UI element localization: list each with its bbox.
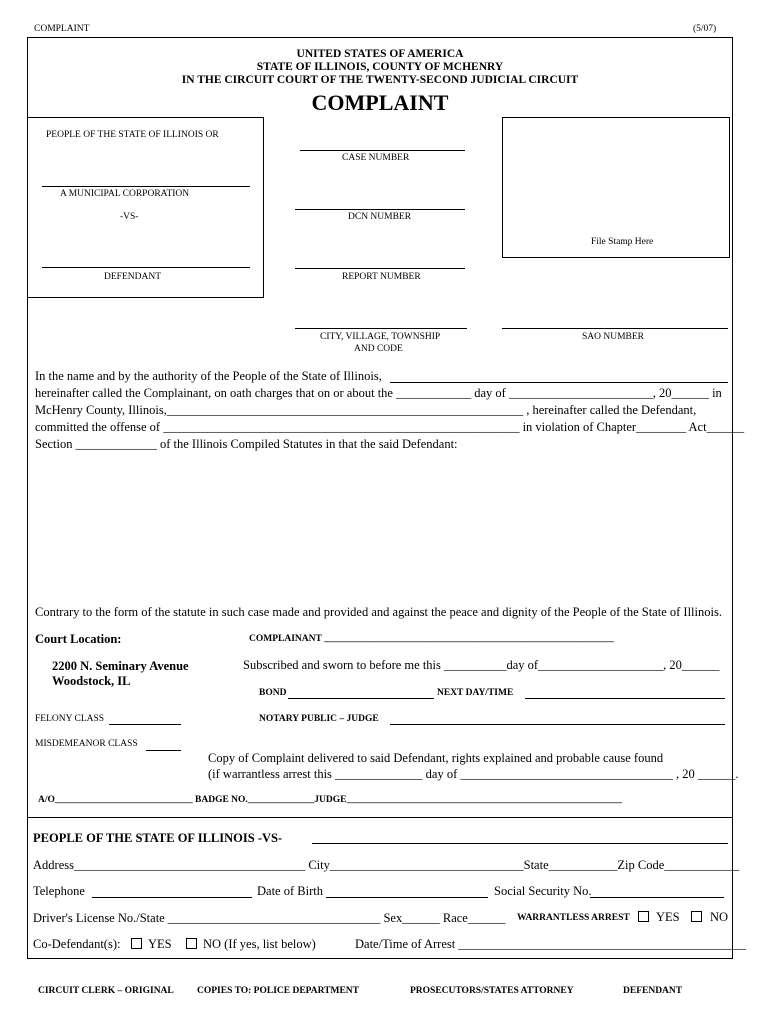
copy-line1: Copy of Complaint delivered to said Defendant, rights explained and probable cause found [208, 751, 664, 765]
footer-defendant: DEFENDANT [623, 986, 683, 996]
body-line2: hereinafter called the Complainant, on oath charges that on or about the ____________ day of _______________________, 20______ in [35, 386, 722, 400]
next-day-line[interactable] [525, 698, 725, 699]
warrantless-no-label: NO [710, 910, 729, 924]
codefendant-no-label: NO (If yes, list below) [203, 937, 316, 951]
header-line3: IN THE CIRCUIT COURT OF THE TWENTY-SECOND JUDICIAL CIRCUIT [181, 74, 579, 86]
defendant-name-line[interactable] [312, 843, 728, 844]
copy-line2: (if warrantless arrest this ______________ day of __________________________________ , 20 ______. [208, 767, 739, 781]
court-address2: Woodstock, IL [52, 674, 131, 688]
telephone-label: Telephone [33, 884, 85, 898]
license-line: Driver's License No./State __________________________________ Sex______ Race______ [33, 911, 506, 925]
footer-prosecutors: PROSECUTORS/STATES ATTORNEY [410, 986, 574, 996]
report-number-label: REPORT NUMBER [342, 272, 421, 282]
body-line5: Section _____________ of the Illinois Compiled Statutes in that the said Defendant: [35, 437, 458, 451]
codefendant-no-checkbox[interactable] [186, 938, 197, 949]
body-line1: In the name and by the authority of the People of the State of Illinois, [35, 369, 382, 383]
warrantless-arrest-label: WARRANTLESS ARREST [517, 913, 630, 923]
warrantless-yes-label: YES [656, 910, 680, 924]
caption-box [27, 117, 264, 298]
case-number-label: CASE NUMBER [342, 153, 410, 163]
footer-copies: COPIES TO: POLICE DEPARTMENT [197, 986, 359, 996]
plaintiff-line [42, 186, 250, 187]
header-line1: UNITED STATES OF AMERICA [296, 48, 464, 60]
ssn-line[interactable] [590, 897, 724, 898]
caption-municipal: A MUNICIPAL CORPORATION [60, 189, 190, 199]
notary-line[interactable] [390, 724, 725, 725]
court-address1: 2200 N. Seminary Avenue [52, 659, 189, 673]
complainant-line[interactable]: COMPLAINANT _____________________________________________________________ [249, 634, 614, 644]
body-line3: McHenry County, Illinois,_________________________________________________________ , hereinafter called the Defendant, [35, 403, 697, 417]
warrantless-yes-checkbox[interactable] [638, 911, 649, 922]
defendant-line [42, 267, 250, 268]
file-stamp-label: File Stamp Here [591, 237, 654, 247]
section-divider [27, 817, 733, 818]
dcn-number-line[interactable] [295, 209, 465, 210]
case-number-line[interactable] [300, 150, 465, 151]
caption-plaintiff: PEOPLE OF THE STATE OF ILLINOIS OR [46, 130, 219, 140]
sao-number-label: SAO NUMBER [582, 332, 645, 342]
next-day-label: NEXT DAY/TIME [437, 688, 514, 698]
dob-line[interactable] [326, 897, 488, 898]
codefendant-yes-checkbox[interactable] [131, 938, 142, 949]
report-number-line[interactable] [295, 268, 465, 269]
misdemeanor-class-line[interactable] [146, 750, 181, 751]
date-time-arrest: Date/Time of Arrest ______________________________________________ [355, 937, 746, 951]
footer-clerk: CIRCUIT CLERK – ORIGINAL [38, 986, 174, 996]
city-code-line[interactable] [295, 328, 467, 329]
warrantless-no-checkbox[interactable] [691, 911, 702, 922]
body-line1-blank[interactable] [390, 382, 728, 383]
codefendant-yes-label: YES [148, 937, 172, 951]
people-vs-label: PEOPLE OF THE STATE OF ILLINOIS -VS- [33, 831, 283, 845]
bond-line[interactable] [288, 698, 434, 699]
caption-defendant: DEFENDANT [104, 272, 161, 282]
felony-class-line[interactable] [109, 724, 181, 725]
sao-number-line[interactable] [502, 328, 728, 329]
misdemeanor-class-label: MISDEMEANOR CLASS [35, 739, 138, 749]
body-contrary: Contrary to the form of the statute in such case made and provided and against the peace and dignity of the People of the State of Illinois. [35, 605, 722, 619]
city-code-label-2: AND CODE [354, 344, 403, 354]
notary-label: NOTARY PUBLIC – JUDGE [259, 714, 379, 724]
dcn-number-label: DCN NUMBER [348, 212, 412, 222]
city-code-label-1: CITY, VILLAGE, TOWNSHIP [320, 332, 441, 342]
header-line2: STATE OF ILLINOIS, COUNTY OF MCHENRY [256, 61, 504, 73]
telephone-line[interactable] [92, 897, 252, 898]
dob-label: Date of Birth [257, 884, 323, 898]
address-line: Address_____________________________________ City_______________________________State___________Zip Code____________ [33, 858, 740, 872]
ao-badge-judge-line: A/O_____________________________ BADGE NO.______________JUDGE__________________________________________________________ [38, 795, 622, 805]
form-revision: (5/07) [693, 24, 717, 34]
form-type-label: COMPLAINT [34, 24, 90, 34]
subscribed-line: Subscribed and sworn to before me this __________day of____________________, 20______ [243, 658, 720, 672]
body-line4: committed the offense of _________________________________________________________ in violation of Chapter________ Act______ [35, 420, 745, 434]
felony-class-label: FELONY CLASS [35, 714, 105, 724]
codefendant-label: Co-Defendant(s): [33, 937, 121, 951]
bond-label: BOND [259, 688, 287, 698]
caption-vs: -VS- [120, 212, 139, 222]
court-location-label: Court Location: [35, 632, 122, 646]
page-title: COMPLAINT [311, 90, 449, 115]
ssn-label: Social Security No. [494, 884, 592, 898]
